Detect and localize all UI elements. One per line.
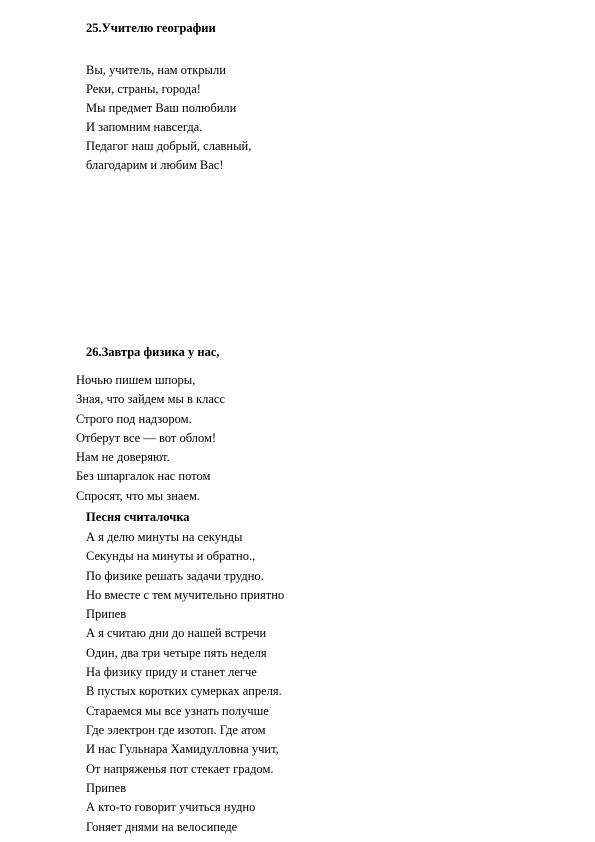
song-refrain: Припев (86, 781, 127, 795)
song-line: И нас Гульнара Хамидулловна учит, (86, 742, 279, 756)
song-line: Стараемся мы все узнать получше (86, 704, 269, 718)
song-title: Песня считалочка (86, 510, 190, 524)
song-line: Где электрон где изотоп. Где атом (86, 723, 266, 737)
song-line: Но вместе с тем мучительно приятно (86, 588, 285, 602)
song-line: На физику приду и станет легче (86, 665, 257, 679)
song-line: Секунды на минуты и обратно., (86, 549, 256, 563)
poem-line: Отберут все — вот облом! (76, 431, 217, 445)
poem-26-title: 26.Завтра физика у нас, (86, 345, 220, 359)
song-line: А я делю минуты на секунды (86, 530, 243, 544)
poem-line: Реки, страны, города! (86, 82, 201, 96)
poem-line: Без шпаргалок нас потом (76, 469, 211, 483)
poem-line: Строго под надзором. (76, 412, 192, 426)
poem-line: Педагог наш добрый, славный, (86, 139, 252, 153)
poem-line: благодарим и любим Вас! (86, 158, 224, 172)
poem-25-title: 25.Учителю географии (86, 21, 216, 35)
poem-line: Мы предмет Ваш полюбили (86, 101, 237, 115)
song-line: В пустых коротких сумерках апреля. (86, 684, 282, 698)
song-refrain: Припев (86, 607, 127, 621)
poem-line: Зная, что зайдем мы в класс (76, 392, 225, 406)
song-line: Один, два три четыре пять неделя (86, 646, 267, 660)
song-line: А я считаю дни до нашей встречи (86, 626, 267, 640)
poem-line: Ночью пишем шпоры, (76, 373, 196, 387)
song-line: От напряженья пот стекает градом. (86, 762, 274, 776)
poem-line: И запомним навсегда. (86, 120, 203, 134)
poem-line: Вы, учитель, нам открыли (86, 63, 226, 77)
poem-line: Нам не доверяют. (76, 450, 170, 464)
song-line: По физике решать задачи трудно. (86, 569, 264, 583)
song-line: Гоняет днями на велосипеде (86, 820, 238, 834)
poem-line: Спросят, что мы знаем. (76, 489, 201, 503)
song-line: А кто-то говорит учиться нудно (86, 800, 256, 814)
